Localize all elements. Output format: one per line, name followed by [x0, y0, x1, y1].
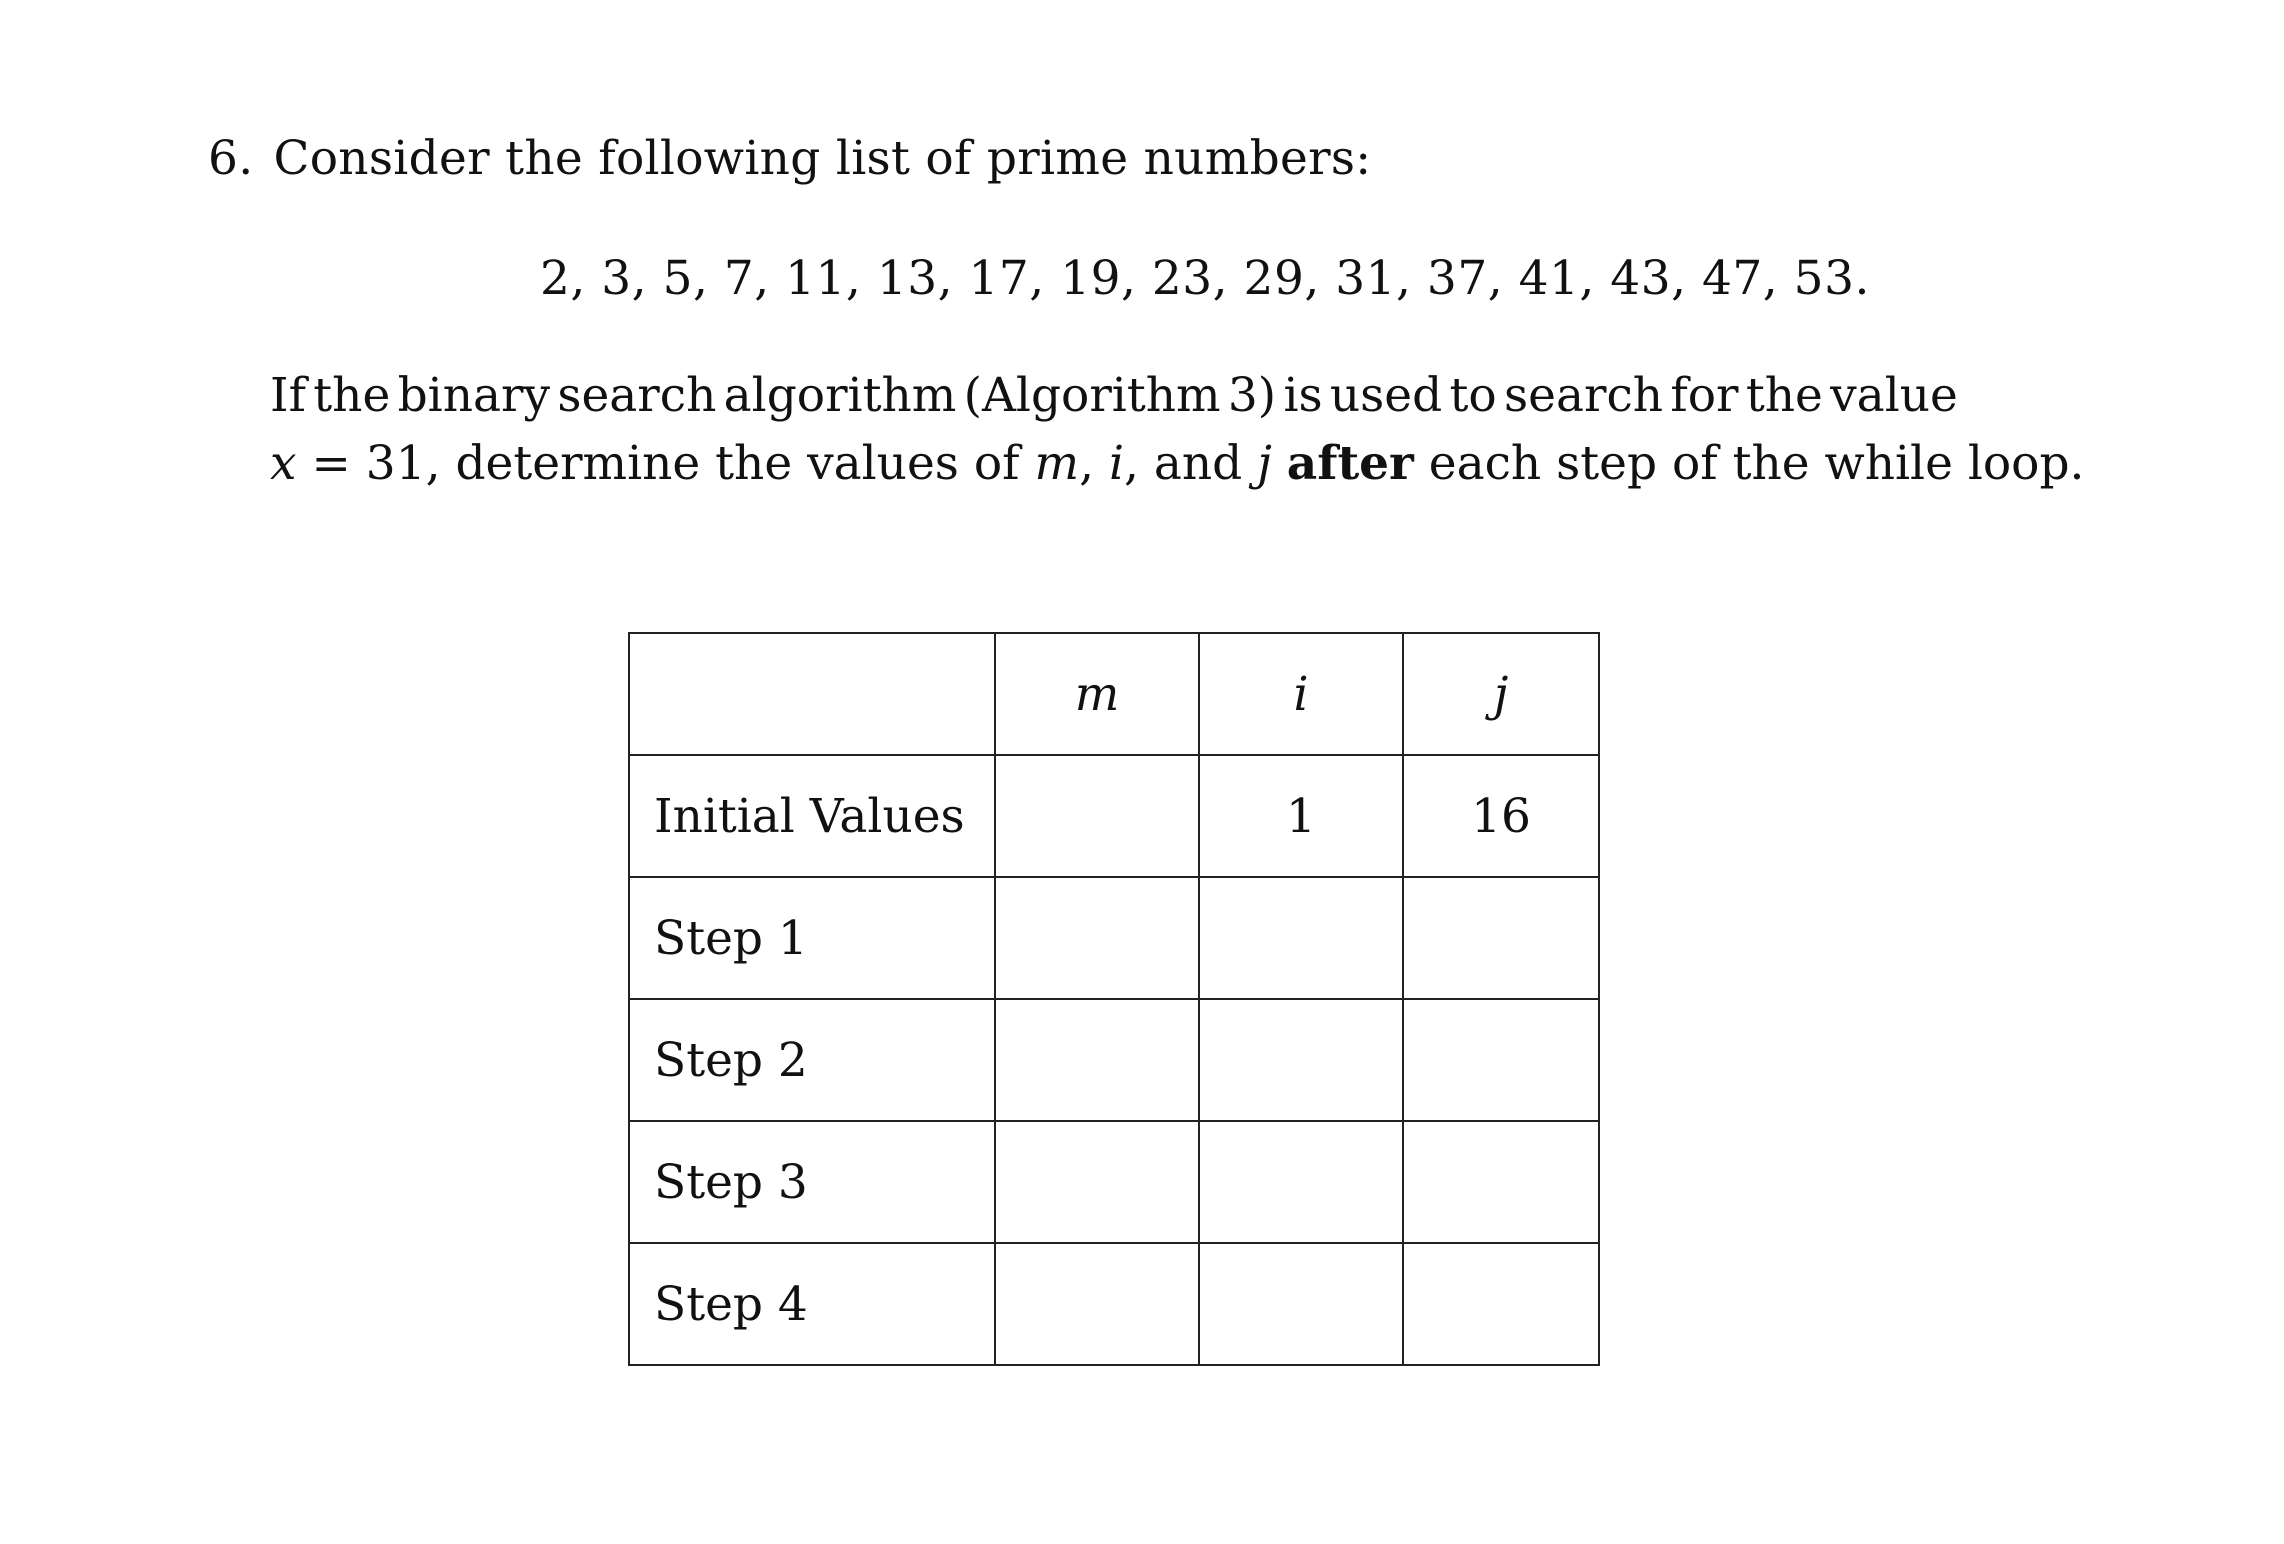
var-x: x: [270, 436, 297, 491]
cell-j[interactable]: [1403, 999, 1599, 1121]
values-table: [628, 632, 1600, 1366]
question-intro-text: Consider the following list of prime numbers:: [273, 131, 1372, 186]
cell-j[interactable]: 16: [1403, 755, 1599, 877]
cell-m[interactable]: [995, 1121, 1199, 1243]
and-text: , and: [1124, 436, 1243, 491]
word: If: [270, 368, 306, 423]
word: value: [1830, 368, 1958, 423]
word: to: [1449, 368, 1497, 423]
after-word: after: [1286, 436, 1414, 491]
word: the: [1745, 368, 1823, 423]
word: algorithm: [723, 368, 957, 423]
cell-m[interactable]: [995, 877, 1199, 999]
word: is: [1283, 368, 1323, 423]
word: binary: [397, 368, 551, 423]
var-i: i: [1108, 436, 1125, 491]
cell-m[interactable]: [995, 999, 1199, 1121]
cell-j[interactable]: [1403, 1121, 1599, 1243]
row-label: Step 1: [629, 877, 995, 999]
word: the: [313, 368, 391, 423]
instruction-line-1: [270, 362, 1958, 430]
header-j: j: [1403, 633, 1599, 755]
word: search: [1504, 368, 1664, 423]
cell-m[interactable]: [995, 755, 1199, 877]
var-j: j: [1257, 436, 1272, 491]
table-row: [629, 999, 1599, 1121]
cell-j[interactable]: [1403, 1243, 1599, 1365]
table-row: [629, 1121, 1599, 1243]
instruction-paragraph: [270, 362, 2085, 498]
row-label: Step 4: [629, 1243, 995, 1365]
table-row: [629, 1243, 1599, 1365]
cell-i[interactable]: 1: [1199, 755, 1403, 877]
word: 3): [1227, 368, 1277, 423]
cell-i[interactable]: [1199, 877, 1403, 999]
word: used: [1329, 368, 1443, 423]
row-label: Step 2: [629, 999, 995, 1121]
word: (Algorithm: [963, 368, 1221, 423]
comma: ,: [1079, 436, 1095, 491]
cell-m[interactable]: [995, 1243, 1199, 1365]
question-intro: [208, 124, 1371, 194]
word: search: [557, 368, 717, 423]
header-m: m: [995, 633, 1199, 755]
word: for: [1670, 368, 1739, 423]
cell-j[interactable]: [1403, 877, 1599, 999]
tail-text: each step of the while loop.: [1428, 436, 2085, 491]
header-i: i: [1199, 633, 1403, 755]
header-blank-cell: [629, 633, 995, 755]
row-label: Initial Values: [629, 755, 995, 877]
cell-i[interactable]: [1199, 1243, 1403, 1365]
row-label: Step 3: [629, 1121, 995, 1243]
instruction-line-2: [270, 430, 2085, 498]
cell-i[interactable]: [1199, 999, 1403, 1121]
table-row: [629, 877, 1599, 999]
cell-i[interactable]: [1199, 1121, 1403, 1243]
table-row: [629, 755, 1599, 877]
prime-list: 2, 3, 5, 7, 11, 13, 17, 19, 23, 29, 31, 37, 41, 43, 47, 53.: [540, 251, 1870, 306]
header-row: [629, 633, 1599, 755]
question-number: 6.: [208, 131, 254, 186]
var-m: m: [1034, 436, 1080, 491]
equals-text: = 31, determine the values of: [311, 436, 1020, 491]
